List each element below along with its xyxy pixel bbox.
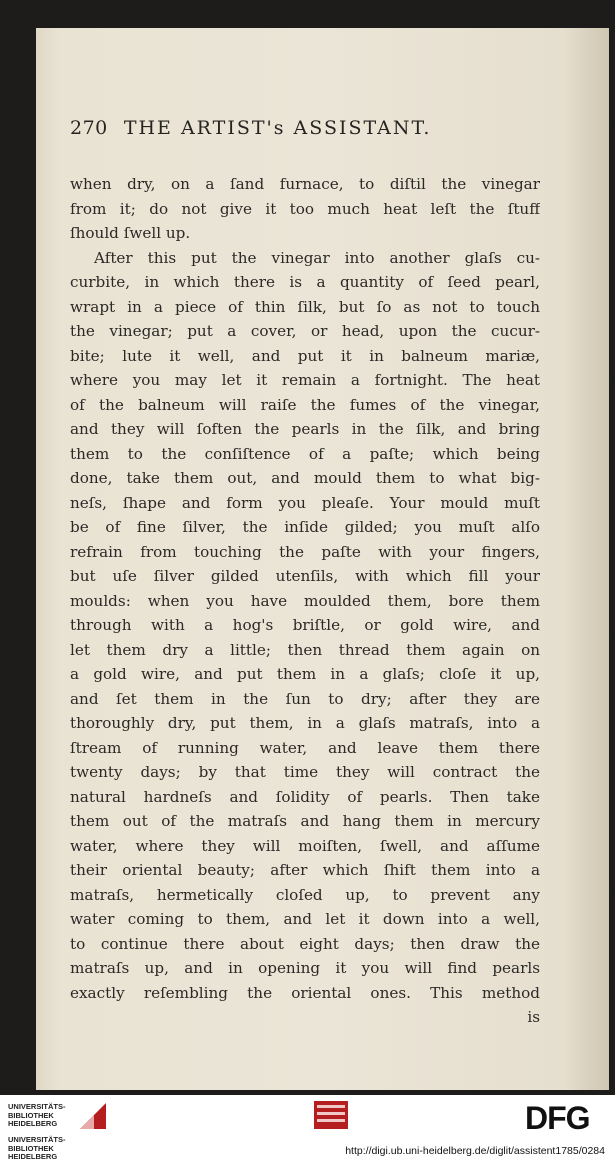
text-line: their oriental beauty; after which ſhift them into a bbox=[70, 861, 540, 879]
text-line: through with a hog's briſtle, or gold wire, and bbox=[70, 616, 540, 634]
library-seal-icon bbox=[314, 1101, 348, 1129]
text-line: be of fine ſilver, the inſide gilded; you muſt alſo bbox=[70, 518, 540, 536]
text-line: from it; do not give it too much heat leſt the ſtuff bbox=[70, 199, 540, 218]
text-line: bite; lute it well, and put it in balneum mariæ, bbox=[70, 346, 540, 365]
footer-bar bbox=[0, 1095, 615, 1172]
dfg-logo-mark bbox=[525, 1099, 607, 1135]
text-line: curbite, in which there is a quantity of ſeed pearl, bbox=[70, 273, 540, 291]
text-line: ſtream of running water, and leave them there bbox=[70, 738, 540, 757]
library-logo-text-secondary: UNIVERSITÄTS- BIBLIOTHEK HEIDELBERG bbox=[8, 1135, 66, 1161]
text-line: and ſet them in the ſun to dry; after they are bbox=[70, 689, 540, 708]
running-title: THE ARTIST's ASSISTANT. bbox=[123, 117, 432, 139]
text-line: moulds: when you have moulded them, bore them bbox=[70, 591, 540, 610]
text-line: refrain from touching the paſte with your fingers, bbox=[70, 542, 540, 561]
catchword: is bbox=[527, 1008, 540, 1026]
text-line: of the balneum will raiſe the fumes of the vinegar, bbox=[70, 395, 540, 414]
text-line: let them dry a little; then thread them again on bbox=[70, 640, 540, 659]
text-line: thoroughly dry, put them, in a glaſs matraſs, into a bbox=[70, 714, 540, 732]
text-line: done, take them out, and mould them to what big- bbox=[70, 469, 540, 487]
text-line: but uſe ſilver gilded utenſils, with which fill your bbox=[70, 567, 540, 585]
dfg-logo bbox=[525, 1099, 607, 1135]
dfg-logo-text: DFG bbox=[525, 1100, 590, 1135]
text-line: matraſs up, and in opening it you will find pearls bbox=[70, 959, 540, 977]
text-line: water coming to them, and let it down into a well, bbox=[70, 910, 540, 928]
text-line: a gold wire, and put them in a glaſs; cloſe it up, bbox=[70, 665, 540, 683]
text-line: wrapt in a piece of thin ſilk, but ſo as not to touch bbox=[70, 297, 540, 316]
text-line: matraſs, hermetically cloſed up, to prevent any bbox=[70, 885, 540, 904]
library-mark-icon bbox=[76, 1099, 110, 1133]
text-line: and they will ſoften the pearls in the ſilk, and bring bbox=[70, 420, 540, 438]
text-line: exactly reſembling the oriental ones. This method bbox=[70, 983, 540, 1002]
text-line: to continue there about eight days; then draw the bbox=[70, 934, 540, 953]
text-line: when dry, on a ſand furnace, to diſtil the vinegar bbox=[70, 175, 540, 193]
source-url[interactable]: http://digi.ub.uni-heidelberg.de/diglit/assistent1785/0284 bbox=[345, 1145, 605, 1157]
library-logo-text: UNIVERSITÄTS- BIBLIOTHEK HEIDELBERG bbox=[8, 1102, 66, 1128]
running-head bbox=[70, 117, 540, 139]
text-line: twenty days; by that time they will contract the bbox=[70, 763, 540, 781]
page-number: 270 bbox=[70, 117, 108, 139]
text-line: After this put the vinegar into another glaſs cu- bbox=[94, 248, 540, 267]
text-line: neſs, ſhape and form you pleaſe. Your mould muſt bbox=[70, 493, 540, 512]
text-line: them to the conſiſtence of a paſte; which being bbox=[70, 444, 540, 463]
text-line: them out of the matraſs and hang them in mercury bbox=[70, 812, 540, 830]
text-line: natural hardneſs and ſolidity of pearls. Then take bbox=[70, 787, 540, 806]
text-line: where you may let it remain a fortnight. The heat bbox=[70, 371, 540, 389]
text-line: the vinegar; put a cover, or head, upon the cucur- bbox=[70, 322, 540, 340]
text-line: ſhould ſwell up. bbox=[70, 224, 191, 242]
text-line: water, where they will moiſten, ſwell, and aſſume bbox=[70, 836, 540, 855]
